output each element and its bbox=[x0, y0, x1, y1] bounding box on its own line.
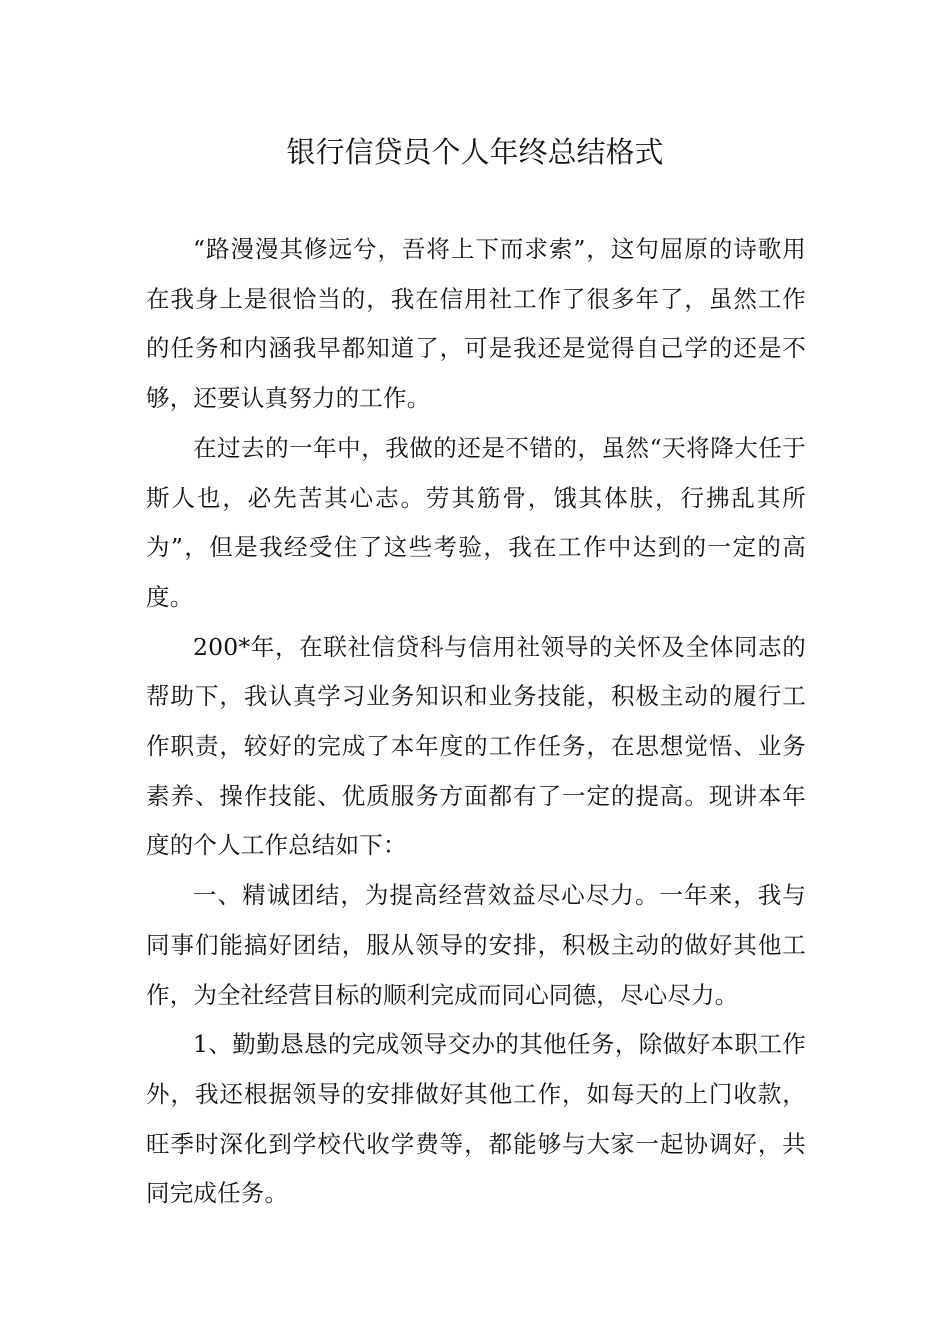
document-body bbox=[146, 225, 806, 1219]
paragraph-section-one: 一、精诚团结，为提高经营效益尽心尽力。一年来，我与同事们能搞好团结，服从领导的安排，积极主动的做好其他工作，为全社经营目标的顺利完成而同心同德，尽心尽力。 bbox=[146, 881, 806, 1009]
document-title: 银行信贷员个人年终总结格式 bbox=[286, 135, 664, 169]
paragraph-intro: “路漫漫其修远兮，吾将上下而求索”，这句屈原的诗歌用在我身上是很恰当的，我在信用社工作了很多年了，虽然工作的任务和内涵我早都知道了，可是我还是觉得自己学的还是不够，还要认真努力的工作。 bbox=[146, 235, 806, 413]
paragraph-past-year: 在过去的一年中，我做的还是不错的，虽然“天将降大任于斯人也，必先苦其心志。劳其筋骨，饿其体肤，行拂乱其所为”，但是我经受住了这些考验，我在工作中达到的一定的高度。 bbox=[146, 433, 806, 611]
paragraph-item-one: 1、勤勤恳恳的完成领导交办的其他任务，除做好本职工作外，我还根据领导的安排做好其他工作，如每天的上门收款，旺季时深化到学校代收学费等，都能够与大家一起协调好，共同完成任务。 bbox=[146, 1030, 806, 1208]
paragraph-summary-overview: 200*年，在联社信贷科与信用社领导的关怀及全体同志的帮助下，我认真学习业务知识和业务技能，积极主动的履行工作职责，较好的完成了本年度的工作任务，在思想觉悟、业务素养、操作技能、优质服务方面都有了一定的提高。现讲本年度的个人工作总结如下： bbox=[146, 632, 806, 860]
